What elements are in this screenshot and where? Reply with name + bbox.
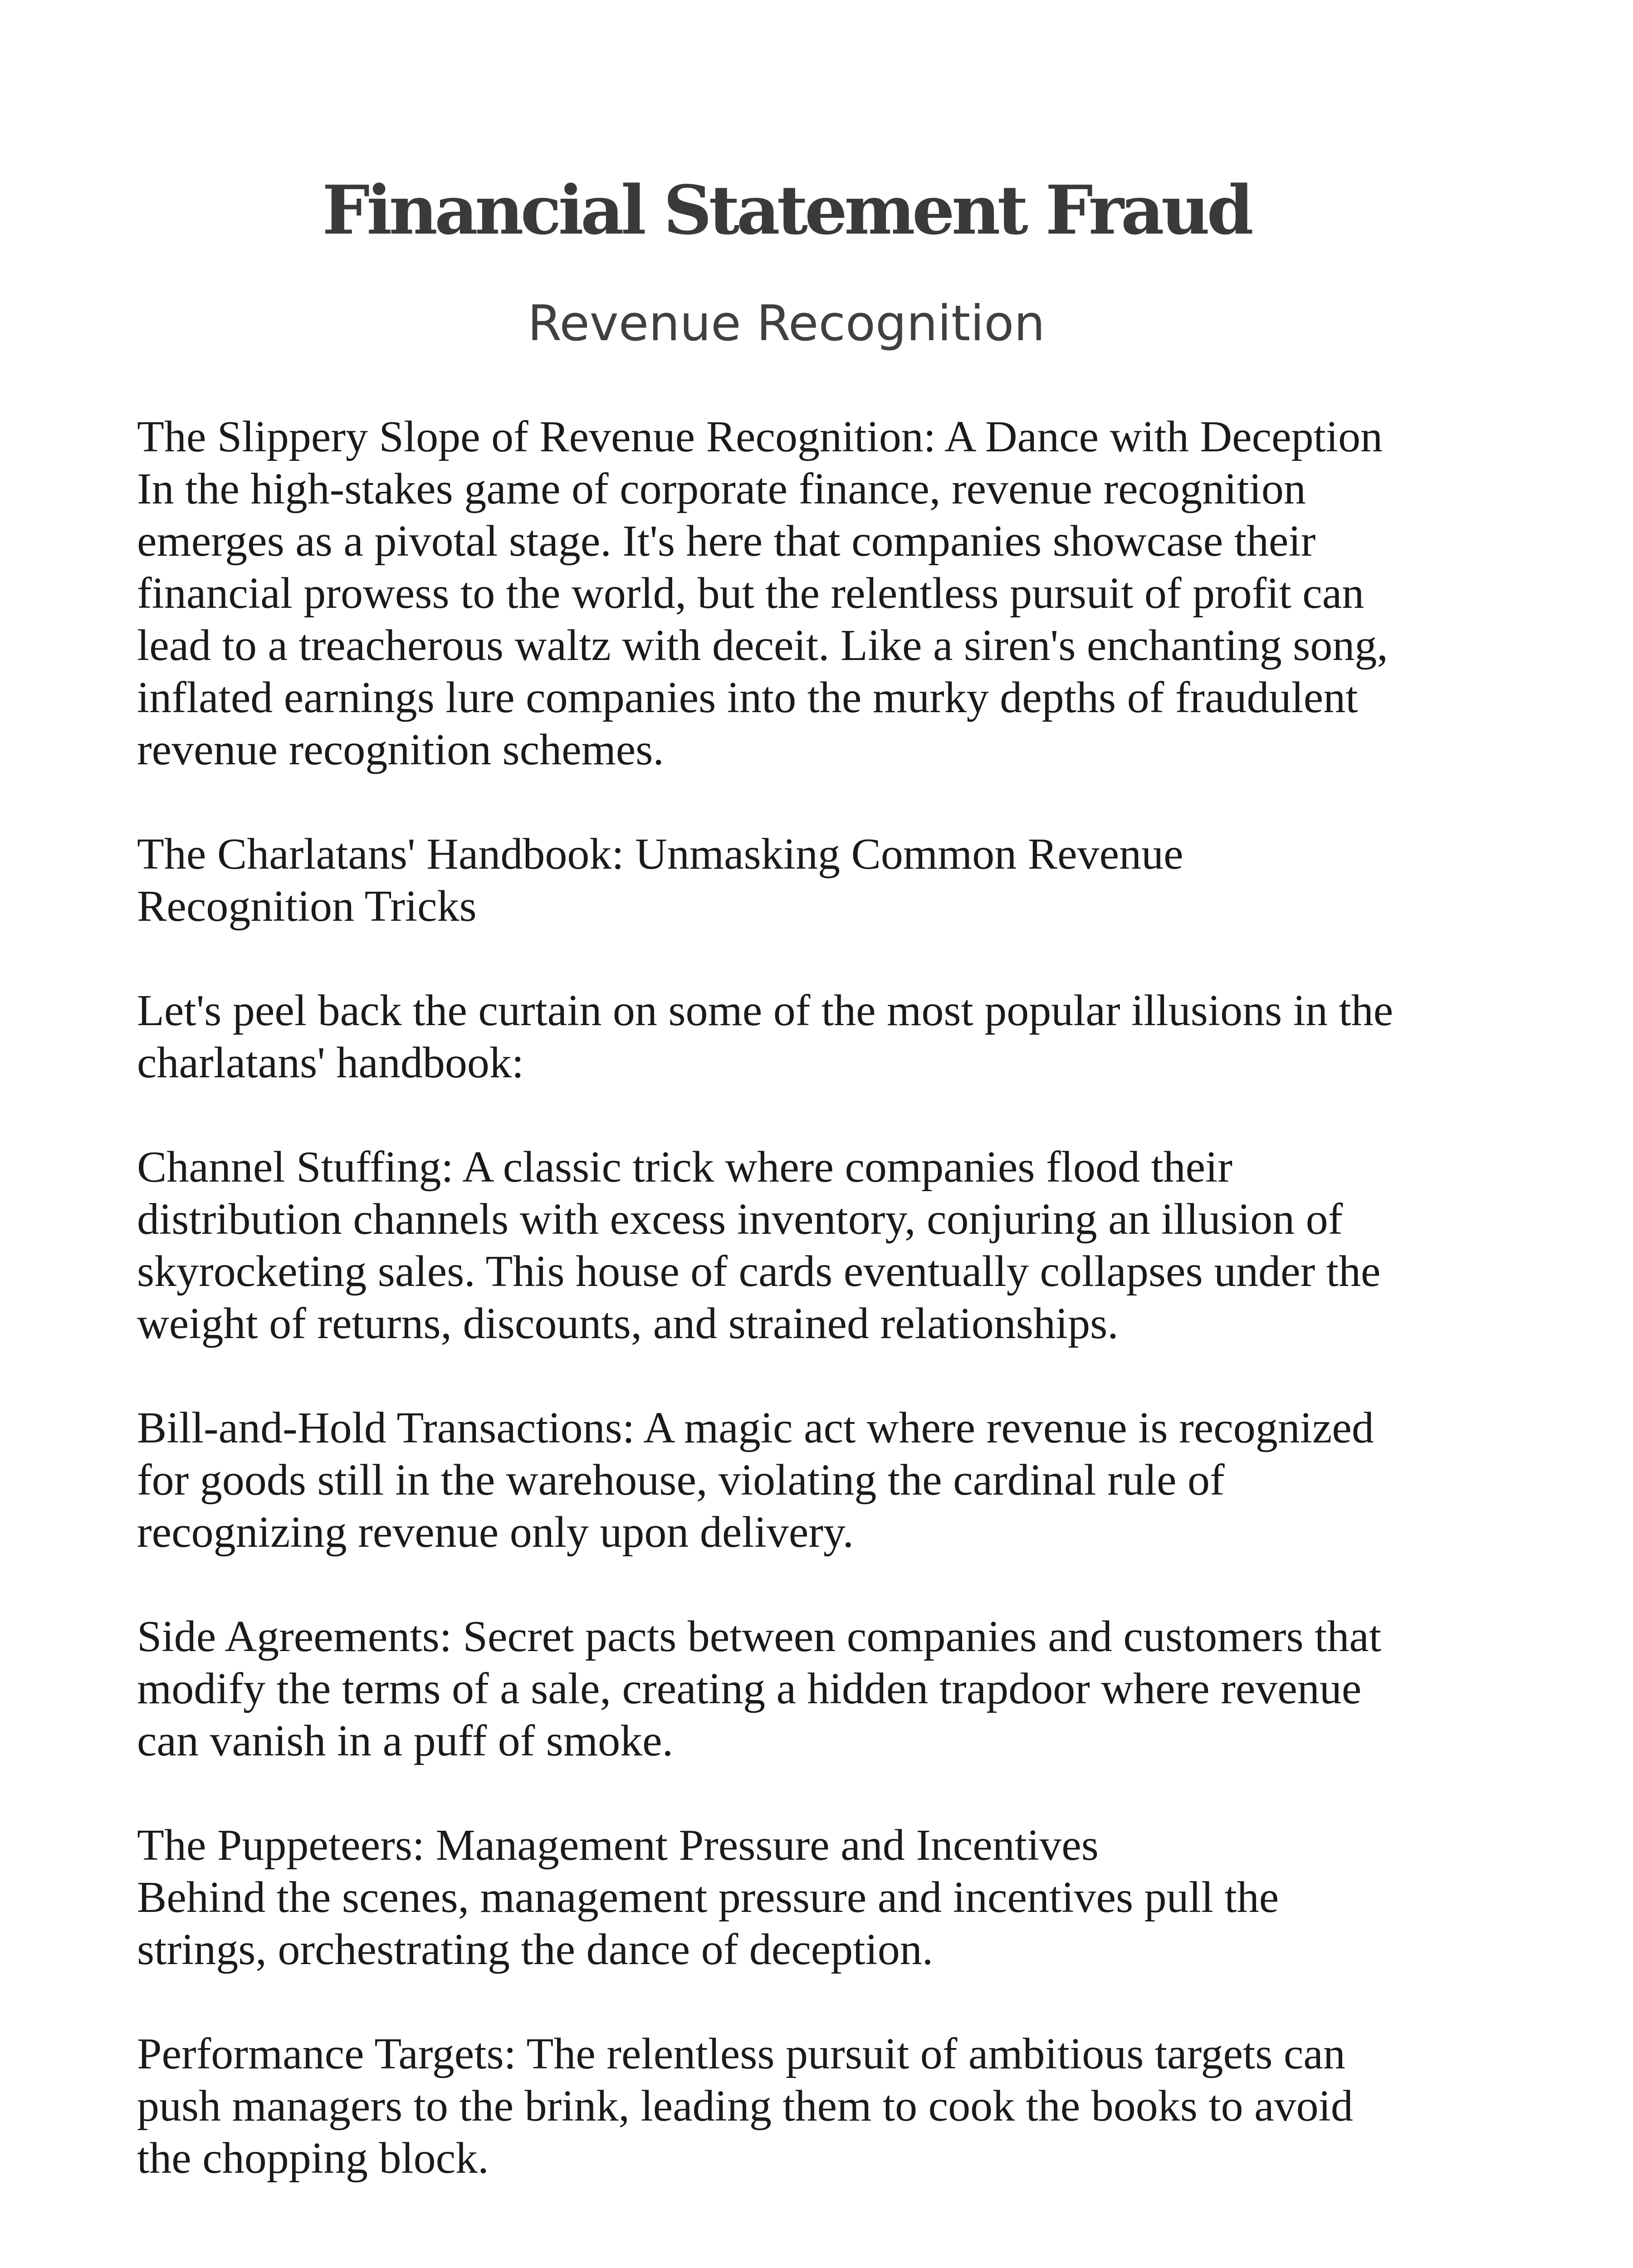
text-line: revenue recognition schemes. [137, 725, 664, 774]
paragraph-bill-and-hold [137, 1402, 1475, 1559]
text-line: Bill-and-Hold Transactions: A magic act where revenue is recognized [137, 1403, 1374, 1452]
text-line: The Puppeteers: Management Pressure and Incentives [137, 1821, 1099, 1870]
text-line: lead to a treacherous waltz with deceit. Like a siren's enchanting song, [137, 621, 1388, 670]
text-line: inflated earnings lure companies into the murky depths of fraudulent [137, 673, 1358, 722]
text-line: financial prowess to the world, but the relentless pursuit of profit can [137, 569, 1364, 618]
text-line: recognizing revenue only upon delivery. [137, 1508, 854, 1557]
text-line: can vanish in a puff of smoke. [137, 1716, 674, 1765]
text-line: weight of returns, discounts, and strained relationships. [137, 1299, 1119, 1348]
paragraph-channel-stuffing [137, 1141, 1475, 1350]
text-line: strings, orchestrating the dance of deception. [137, 1925, 934, 1974]
text-line: Performance Targets: The relentless pursuit of ambitious targets can [137, 2029, 1345, 2078]
text-line: Behind the scenes, management pressure and incentives pull the [137, 1873, 1279, 1922]
paragraph-handbook-heading [137, 828, 1475, 933]
text-line: The Charlatans' Handbook: Unmasking Common Revenue [137, 830, 1183, 879]
text-line: modify the terms of a sale, creating a hidden trapdoor where revenue [137, 1664, 1362, 1713]
paragraph-handbook-intro [137, 985, 1475, 1089]
document-title: Financial Statement Fraud [322, 171, 1251, 250]
text-line: The Slippery Slope of Revenue Recognition: A Dance with Deception [137, 412, 1383, 461]
text-line: Recognition Tricks [137, 882, 477, 931]
text-line: push managers to the brink, leading them to cook the books to avoid [137, 2082, 1353, 2131]
document-body [137, 411, 1475, 2237]
text-line: distribution channels with excess inventory, conjuring an illusion of [137, 1195, 1343, 1244]
paragraph-puppeteers [137, 1819, 1475, 1976]
text-line: Side Agreements: Secret pacts between companies and customers that [137, 1612, 1382, 1661]
text-line: In the high-stakes game of corporate finance, revenue recognition [137, 464, 1306, 513]
text-line: for goods still in the warehouse, violating the cardinal rule of [137, 1456, 1225, 1505]
text-line: Let's peel back the curtain on some of the most popular illusions in the [137, 986, 1393, 1035]
paragraph-intro [137, 411, 1475, 776]
text-line: skyrocketing sales. This house of cards eventually collapses under the [137, 1247, 1381, 1296]
text-line: emerges as a pivotal stage. It's here that companies showcase their [137, 517, 1316, 566]
paragraph-performance-targets [137, 2028, 1475, 2185]
section-subtitle: Revenue Recognition [528, 295, 1045, 352]
text-line: Channel Stuffing: A classic trick where companies flood their [137, 1143, 1232, 1192]
text-line: the chopping block. [137, 2134, 489, 2183]
text-line: charlatans' handbook: [137, 1038, 524, 1087]
paragraph-side-agreements [137, 1611, 1475, 1767]
